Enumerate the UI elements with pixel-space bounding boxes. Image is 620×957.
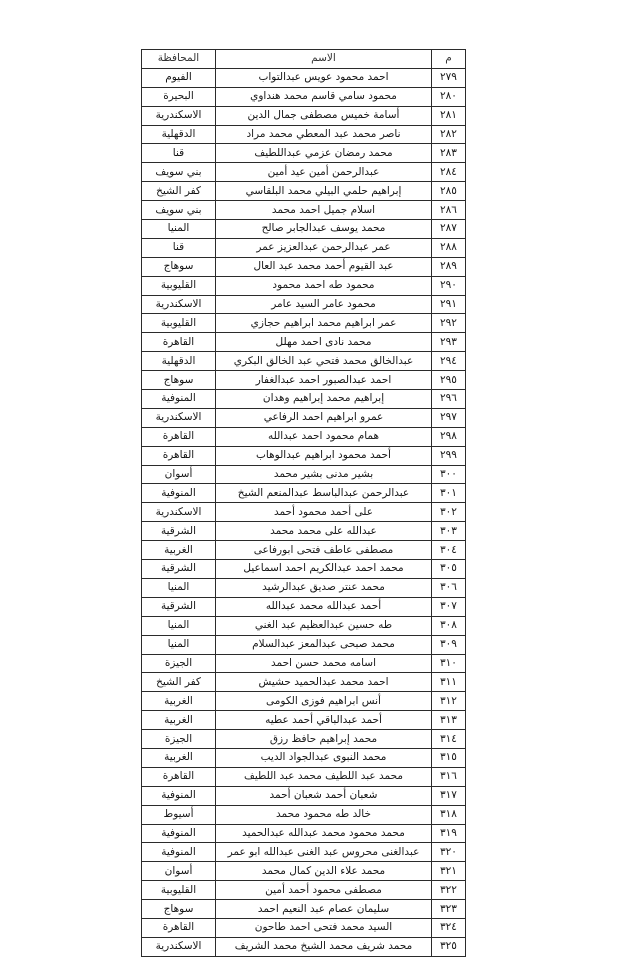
row-name: اسلام جميل احمد محمد [216, 201, 432, 220]
row-number: ٣٠٠ [432, 465, 466, 484]
row-number: ٢٨١ [432, 106, 466, 125]
row-number: ٢٩٢ [432, 314, 466, 333]
row-governorate: الدقهلية [142, 125, 216, 144]
row-name: خالد طه محمود محمد [216, 805, 432, 824]
table-row [142, 144, 466, 163]
row-number: ٣٠٢ [432, 503, 466, 522]
row-name: محمد عنتر صديق عبدالرشيد [216, 578, 432, 597]
row-name: مصطفى عاطف فتحى ابورفاعى [216, 541, 432, 560]
table-row [142, 881, 466, 900]
row-governorate: الاسكندرية [142, 106, 216, 125]
row-name: محمد رمضان عزمي عبداللطيف [216, 144, 432, 163]
table-row [142, 597, 466, 616]
table-row [142, 692, 466, 711]
row-governorate: المنوفية [142, 390, 216, 409]
table-row [142, 427, 466, 446]
row-governorate: المنيا [142, 635, 216, 654]
row-number: ٢٩١ [432, 295, 466, 314]
row-number: ٢٩٥ [432, 371, 466, 390]
row-name: إبراهيم حلمي البيلي محمد البلقاسي [216, 182, 432, 201]
row-governorate: سوهاج [142, 257, 216, 276]
row-number: ٢٩٦ [432, 390, 466, 409]
row-governorate: المنوفية [142, 484, 216, 503]
row-name: أحمد عبدالله محمد عبدالله [216, 597, 432, 616]
row-number: ٣١٦ [432, 767, 466, 786]
row-governorate: الاسكندرية [142, 503, 216, 522]
row-name: عبدالله على محمد محمد [216, 522, 432, 541]
row-governorate: الدقهلية [142, 352, 216, 371]
row-number: ٣١٧ [432, 786, 466, 805]
header-name: الاسم [216, 50, 432, 69]
row-governorate: المنيا [142, 220, 216, 239]
table-row [142, 238, 466, 257]
row-governorate: القاهرة [142, 767, 216, 786]
row-name: عمرو ابراهيم احمد الرفاعي [216, 408, 432, 427]
table-row [142, 333, 466, 352]
table-row [142, 484, 466, 503]
row-number: ٣٢٣ [432, 900, 466, 919]
row-name: محمد محمود محمد عبدالله عبدالحميد [216, 824, 432, 843]
row-name: محمد احمد عبدالكريم احمد اسماعيل [216, 560, 432, 579]
row-number: ٢٩٩ [432, 446, 466, 465]
row-name: محمد يوسف عبدالجابر صالح [216, 220, 432, 239]
row-name: محمد علاء الدين كمال محمد [216, 862, 432, 881]
row-number: ٢٩٣ [432, 333, 466, 352]
table-row [142, 106, 466, 125]
row-name: عبد القيوم أحمد محمد عبد العال [216, 257, 432, 276]
names-table-sheet [141, 49, 466, 957]
row-governorate: أسيوط [142, 805, 216, 824]
row-number: ٣٢٠ [432, 843, 466, 862]
row-number: ٣١١ [432, 673, 466, 692]
header-governorate: المحافظة [142, 50, 216, 69]
row-name: عبدالرحمن عبدالباسط عبدالمنعم الشيخ [216, 484, 432, 503]
table-row [142, 408, 466, 427]
table-row [142, 68, 466, 87]
row-name: احمد محمود عويس عبدالتواب [216, 68, 432, 87]
row-governorate: المنوفية [142, 824, 216, 843]
row-name: شعبان أحمد شعبان أحمد [216, 786, 432, 805]
row-name: احمد محمد عبدالحميد حشيش [216, 673, 432, 692]
row-number: ٢٩٨ [432, 427, 466, 446]
row-number: ٢٨٧ [432, 220, 466, 239]
row-number: ٣١٥ [432, 748, 466, 767]
table-row [142, 560, 466, 579]
row-governorate: الاسكندرية [142, 295, 216, 314]
row-governorate: المنوفية [142, 843, 216, 862]
row-number: ٣١٣ [432, 711, 466, 730]
row-governorate: الغربية [142, 541, 216, 560]
table-row [142, 843, 466, 862]
table-row [142, 201, 466, 220]
row-number: ٢٨٠ [432, 87, 466, 106]
table-row [142, 654, 466, 673]
table-row [142, 371, 466, 390]
table-row [142, 182, 466, 201]
row-number: ٢٨٨ [432, 238, 466, 257]
row-governorate: البحيرة [142, 87, 216, 106]
header-number: م [432, 50, 466, 69]
row-name: محمد شريف محمد الشيخ محمد الشريف [216, 937, 432, 956]
row-name: إبراهيم محمد إبراهيم وهدان [216, 390, 432, 409]
row-name: محمد النبوى عبدالجواد الديب [216, 748, 432, 767]
table-row [142, 824, 466, 843]
table-row [142, 522, 466, 541]
row-number: ٢٩٧ [432, 408, 466, 427]
table-row [142, 748, 466, 767]
row-name: على أحمد محمود أحمد [216, 503, 432, 522]
table-row [142, 900, 466, 919]
row-number: ٣١٠ [432, 654, 466, 673]
row-name: طه حسين عبدالعظيم عبد الغني [216, 616, 432, 635]
row-governorate: الاسكندرية [142, 937, 216, 956]
row-governorate: سوهاج [142, 900, 216, 919]
row-governorate: القاهرة [142, 427, 216, 446]
row-governorate: كفر الشيخ [142, 182, 216, 201]
row-number: ٣٠١ [432, 484, 466, 503]
table-row [142, 503, 466, 522]
table-row [142, 295, 466, 314]
row-governorate: الفيوم [142, 68, 216, 87]
row-governorate: الشرقية [142, 597, 216, 616]
row-name: عمر عبدالرحمن عبدالعزيز عمر [216, 238, 432, 257]
row-governorate: قنا [142, 144, 216, 163]
table-row [142, 578, 466, 597]
row-number: ٣٢٥ [432, 937, 466, 956]
table-row [142, 635, 466, 654]
row-number: ٢٩٠ [432, 276, 466, 295]
row-governorate: أسوان [142, 862, 216, 881]
row-number: ٣٠٦ [432, 578, 466, 597]
table-row [142, 673, 466, 692]
row-number: ٣١٢ [432, 692, 466, 711]
row-number: ٣٢٢ [432, 881, 466, 900]
row-governorate: القاهرة [142, 918, 216, 937]
table-row [142, 937, 466, 956]
row-name: اسامه محمد حسن احمد [216, 654, 432, 673]
row-name: محمود عامر السيد عامر [216, 295, 432, 314]
row-number: ٢٨٢ [432, 125, 466, 144]
row-governorate: الاسكندرية [142, 408, 216, 427]
row-governorate: القليوبية [142, 314, 216, 333]
row-name: أحمد عبدالباقي أحمد عطيه [216, 711, 432, 730]
row-governorate: بني سويف [142, 163, 216, 182]
row-name: محمد صبحى عبدالمعز عبدالسلام [216, 635, 432, 654]
table-row [142, 257, 466, 276]
row-governorate: الغربية [142, 748, 216, 767]
row-name: محمد عبد اللطيف محمد عبد اللطيف [216, 767, 432, 786]
table-row [142, 220, 466, 239]
row-governorate: المنيا [142, 578, 216, 597]
row-governorate: المنيا [142, 616, 216, 635]
row-number: ٣١٨ [432, 805, 466, 824]
table-row [142, 276, 466, 295]
table-row [142, 730, 466, 749]
table-row [142, 541, 466, 560]
table-row [142, 616, 466, 635]
table-row [142, 711, 466, 730]
names-table [141, 49, 466, 957]
row-number: ٣٠٤ [432, 541, 466, 560]
row-name: أسامة خميس مصطفى جمال الدين [216, 106, 432, 125]
row-name: همام محمود احمد عبدالله [216, 427, 432, 446]
table-row [142, 314, 466, 333]
table-row [142, 163, 466, 182]
row-governorate: الجيزة [142, 654, 216, 673]
table-row [142, 352, 466, 371]
row-number: ٣٠٧ [432, 597, 466, 616]
row-number: ٢٨٣ [432, 144, 466, 163]
row-governorate: الشرقية [142, 560, 216, 579]
row-governorate: الغربية [142, 711, 216, 730]
table-row [142, 767, 466, 786]
row-name: أنس ابراهيم فوزى الكومى [216, 692, 432, 711]
row-name: عبدالغنى محروس عبد الغنى عبدالله ابو عمر [216, 843, 432, 862]
row-number: ٢٧٩ [432, 68, 466, 87]
row-name: احمد عبدالصبور احمد عبدالغفار [216, 371, 432, 390]
row-name: أحمد محمود ابراهيم عبدالوهاب [216, 446, 432, 465]
row-governorate: القليوبية [142, 276, 216, 295]
row-number: ٣٠٨ [432, 616, 466, 635]
row-name: محمد إبراهيم حافظ رزق [216, 730, 432, 749]
table-body [142, 68, 466, 956]
row-governorate: الغربية [142, 692, 216, 711]
table-row [142, 465, 466, 484]
row-governorate: بني سويف [142, 201, 216, 220]
row-governorate: القاهرة [142, 446, 216, 465]
row-governorate: كفر الشيخ [142, 673, 216, 692]
table-row [142, 446, 466, 465]
row-name: عبدالرحمن أمين عيد أمين [216, 163, 432, 182]
row-name: بشير مدنى بشير محمد [216, 465, 432, 484]
row-name: السيد محمد فتحى احمد طاحون [216, 918, 432, 937]
table-row [142, 125, 466, 144]
row-number: ٢٨٤ [432, 163, 466, 182]
row-number: ٣٠٩ [432, 635, 466, 654]
row-governorate: أسوان [142, 465, 216, 484]
row-name: محمود سامي قاسم محمد هنداوي [216, 87, 432, 106]
row-name: عبدالخالق محمد فتحي عبد الخالق البكري [216, 352, 432, 371]
row-number: ٣١٩ [432, 824, 466, 843]
row-name: محمود طه احمد محمود [216, 276, 432, 295]
row-governorate: قنا [142, 238, 216, 257]
row-governorate: المنوفية [142, 786, 216, 805]
table-row [142, 918, 466, 937]
table-row [142, 805, 466, 824]
row-governorate: الجيزة [142, 730, 216, 749]
row-number: ٣٢٤ [432, 918, 466, 937]
row-number: ٣١٤ [432, 730, 466, 749]
row-name: عمر ابراهيم محمد ابراهيم حجازي [216, 314, 432, 333]
row-name: محمد نادى احمد مهلل [216, 333, 432, 352]
table-row [142, 390, 466, 409]
row-name: مصطفى محمود أحمد أمين [216, 881, 432, 900]
table-row [142, 87, 466, 106]
row-governorate: الشرقية [142, 522, 216, 541]
row-governorate: سوهاج [142, 371, 216, 390]
table-row [142, 862, 466, 881]
table-header-row [142, 50, 466, 69]
row-number: ٢٨٦ [432, 201, 466, 220]
row-name: ناصر محمد عبد المعطي محمد مراد [216, 125, 432, 144]
row-governorate: القليوبية [142, 881, 216, 900]
row-number: ٣٠٥ [432, 560, 466, 579]
row-number: ٣٠٣ [432, 522, 466, 541]
row-governorate: القاهرة [142, 333, 216, 352]
table-row [142, 786, 466, 805]
row-number: ٢٩٤ [432, 352, 466, 371]
row-number: ٣٢١ [432, 862, 466, 881]
row-name: سليمان عصام عبد النعيم احمد [216, 900, 432, 919]
row-number: ٢٨٩ [432, 257, 466, 276]
row-number: ٢٨٥ [432, 182, 466, 201]
